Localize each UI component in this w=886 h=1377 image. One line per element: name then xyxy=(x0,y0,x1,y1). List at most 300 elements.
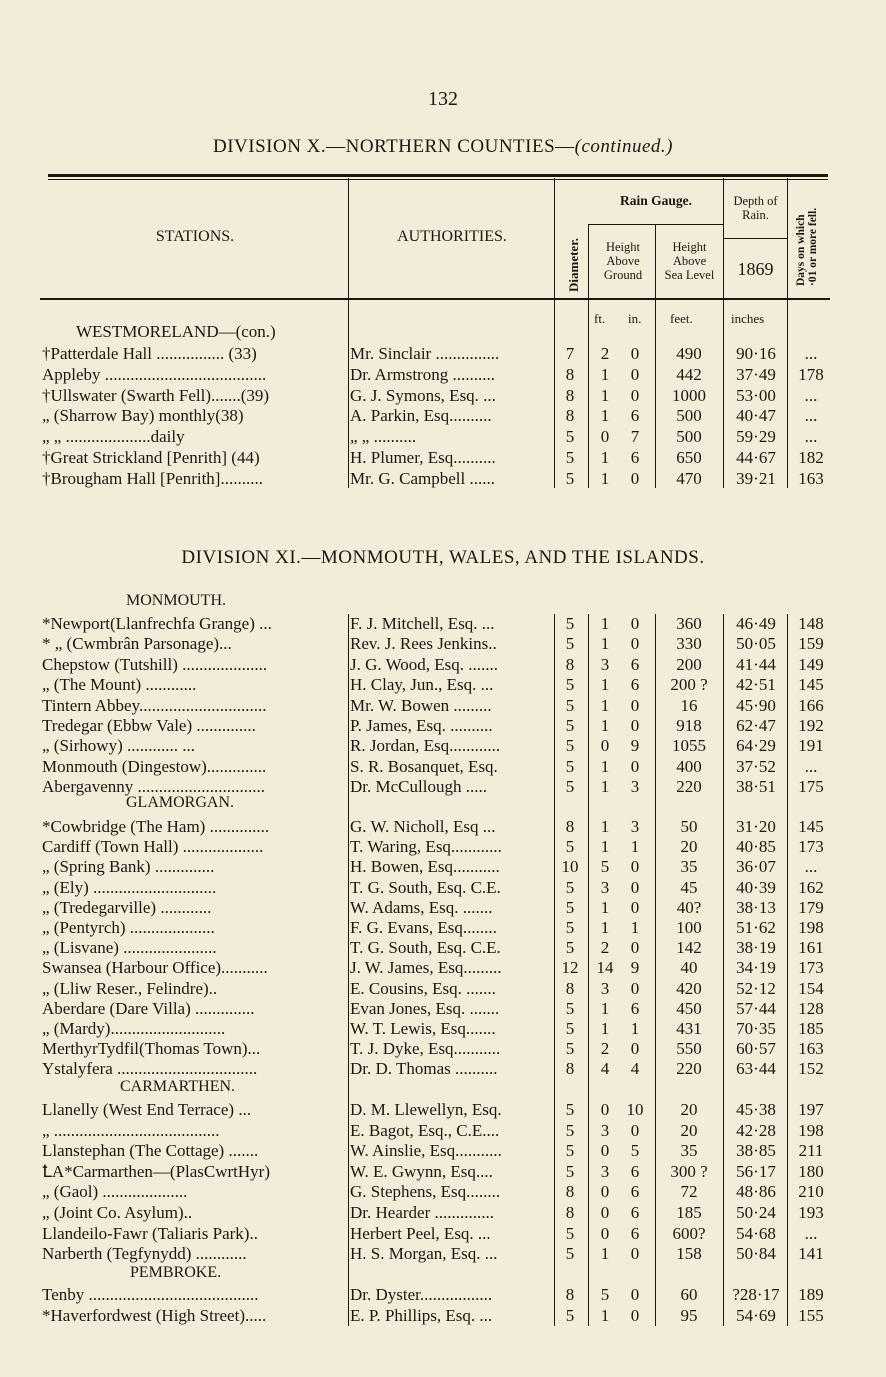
table-row xyxy=(0,1223,886,1244)
cell-authority: „ „ .......... xyxy=(350,427,417,447)
cell-height-ft: 1 xyxy=(600,695,610,715)
cell-height-ft: 1 xyxy=(600,468,610,488)
cell-height-in: 6 xyxy=(630,998,640,1018)
cell-authority: Evan Jones, Esq. ....... xyxy=(350,998,500,1018)
cell-station: Ystalyfera ................................. xyxy=(42,1059,258,1079)
cell-depth: 53·00 xyxy=(736,385,776,405)
cell-authority: Mr. Sinclair ............... xyxy=(350,344,500,363)
cell-height-in: 0 xyxy=(630,364,640,384)
cell-height-in: 6 xyxy=(630,1161,640,1181)
cell-height-ft: 0 xyxy=(600,427,610,447)
cell-height-in: 1 xyxy=(630,918,640,937)
cell-height-ft: 1 xyxy=(600,448,610,467)
cell-height-ft: 2 xyxy=(600,938,610,958)
cell-diameter: 5 xyxy=(565,938,575,958)
header-top-rule xyxy=(48,174,828,177)
cell-sea-level: 500 xyxy=(676,406,702,426)
county-glamorgan: GLAMORGAN. xyxy=(126,794,234,811)
cell-diameter: 5 xyxy=(565,716,575,735)
cell-sea-level: 420 xyxy=(676,978,702,998)
cell-authority: F. J. Mitchell, Esq. ... xyxy=(350,614,495,633)
cell-sea-level: 40? xyxy=(676,897,702,917)
table-row xyxy=(0,654,886,675)
cell-height-ft: 1 xyxy=(600,837,610,857)
days-line1: Days on which xyxy=(795,214,807,286)
cell-days: 149 xyxy=(798,654,824,674)
cell-height-in: 0 xyxy=(630,857,640,877)
cell-sea-level: 600? xyxy=(672,1223,706,1243)
cell-height-ft: 1 xyxy=(600,817,610,836)
cell-days: 173 xyxy=(798,837,824,857)
cell-days: 178 xyxy=(798,364,824,384)
cell-station: Llanelly (West End Terrace) ... xyxy=(42,1100,252,1119)
cell-height-ft: 1 xyxy=(600,897,610,917)
hag-line1: Height xyxy=(605,240,641,254)
depth-line1: Depth of xyxy=(733,194,778,208)
cell-height-ft: 3 xyxy=(600,1161,610,1181)
cell-station: „ (Mardy)........................... xyxy=(42,1019,226,1038)
cell-height-ft: 1 xyxy=(600,614,610,633)
cell-height-ft: 0 xyxy=(600,736,610,756)
cell-height-ft: 1 xyxy=(600,634,610,654)
cell-sea-level: 431 xyxy=(676,1019,702,1038)
cell-days: 179 xyxy=(798,897,824,917)
cell-station: „ (Pentyrch) .................... xyxy=(42,918,215,937)
cell-height-in: 0 xyxy=(630,756,640,776)
cell-diameter: 12 xyxy=(561,958,579,978)
cell-sea-level: 470 xyxy=(676,468,702,488)
cell-depth: 45·38 xyxy=(736,1100,776,1119)
cell-depth: 40·47 xyxy=(736,406,776,426)
cell-diameter: 5 xyxy=(565,1100,575,1119)
cell-station: „ (Tredegarville) ............ xyxy=(42,897,212,917)
cell-height-in: 0 xyxy=(630,614,640,633)
cell-authority: R. Jordan, Esq............ xyxy=(350,736,501,756)
cell-height-in: 0 xyxy=(630,1039,640,1059)
cell-height-ft: 0 xyxy=(600,1203,610,1222)
table-row xyxy=(0,715,886,736)
cell-sea-level: 360 xyxy=(676,614,702,633)
table-row xyxy=(0,405,886,426)
cell-depth: 54·69 xyxy=(736,1305,776,1325)
cell-authority: T. J. Dyke, Esq........... xyxy=(350,1039,501,1059)
cell-diameter: 5 xyxy=(565,675,575,695)
table-row xyxy=(0,695,886,716)
cell-diameter: 8 xyxy=(565,1182,575,1202)
cell-height-ft: 1 xyxy=(600,998,610,1018)
division-x-title-text: DIVISION X.—NORTHERN COUNTIES— xyxy=(213,136,575,157)
table-row xyxy=(0,998,886,1019)
cell-depth: 31·20 xyxy=(736,817,776,836)
cell-days: 128 xyxy=(798,998,824,1018)
cell-authority: A. Parkin, Esq.......... xyxy=(350,406,492,426)
cell-days: ... xyxy=(804,427,818,447)
cell-days: 198 xyxy=(798,1120,824,1140)
cell-diameter: 5 xyxy=(565,998,575,1018)
cell-authority: S. R. Bosanquet, Esq. xyxy=(350,756,498,776)
cell-days: 198 xyxy=(798,918,824,937)
cell-sea-level: 400 xyxy=(676,756,702,776)
cell-sea-level: 200 xyxy=(676,654,702,674)
cell-authority: Rev. J. Rees Jenkins.. xyxy=(350,634,497,654)
cell-height-in: 0 xyxy=(630,877,640,897)
cell-authority: Dr. Hearder .............. xyxy=(350,1203,494,1222)
cell-depth: 70·35 xyxy=(736,1019,776,1038)
table-row xyxy=(0,468,886,489)
cell-depth: 44·67 xyxy=(736,448,776,467)
table-row xyxy=(0,1018,886,1039)
cell-diameter: 5 xyxy=(565,877,575,897)
cell-diameter: 8 xyxy=(565,1203,575,1222)
cell-sea-level: 330 xyxy=(676,634,702,654)
cell-diameter: 5 xyxy=(565,1305,575,1325)
cell-diameter: 5 xyxy=(565,427,575,447)
cell-depth: 45·90 xyxy=(736,695,776,715)
cell-sea-level: 1055 xyxy=(672,736,706,756)
table-row xyxy=(0,1181,886,1202)
cell-height-ft: 0 xyxy=(600,1141,610,1161)
cell-authority: H. Plumer, Esq.......... xyxy=(350,448,496,467)
cell-height-in: 0 xyxy=(630,1244,640,1264)
cell-days: 193 xyxy=(798,1203,824,1222)
rain-gauge-underline xyxy=(589,224,723,225)
cell-height-in: 0 xyxy=(630,1120,640,1140)
cell-depth: 38·13 xyxy=(736,897,776,917)
cell-depth: 42·51 xyxy=(736,675,776,695)
cell-depth: 52·12 xyxy=(736,978,776,998)
cell-diameter: 5 xyxy=(565,614,575,633)
cell-height-in: 0 xyxy=(630,634,640,654)
cell-days: 175 xyxy=(798,777,824,797)
cell-height-ft: 1 xyxy=(600,1244,610,1264)
cell-height-in: 1 xyxy=(630,837,640,857)
cell-authority: W. E. Gwynn, Esq.... xyxy=(350,1161,493,1181)
cell-height-ft: 0 xyxy=(600,1182,610,1202)
cell-days: 173 xyxy=(798,958,824,978)
cell-station: Llandeilo-Fawr (Taliaris Park).. xyxy=(42,1223,258,1243)
cell-depth: 60·57 xyxy=(736,1039,776,1059)
cell-height-in: 3 xyxy=(630,777,640,797)
cell-station: „ (Ely) ............................. xyxy=(42,877,217,897)
unit-in: in. xyxy=(628,311,642,326)
cell-sea-level: 220 xyxy=(676,777,702,797)
cell-diameter: 8 xyxy=(565,385,575,405)
cell-authority: Dr. McCullough ..... xyxy=(350,777,487,797)
cell-height-ft: 5 xyxy=(600,1285,610,1304)
division-x-title xyxy=(0,136,886,158)
cell-authority: Mr. W. Bowen ......... xyxy=(350,695,492,715)
cell-authority: H. S. Morgan, Esq. ... xyxy=(350,1244,498,1264)
cell-sea-level: 142 xyxy=(676,938,702,958)
cell-depth: 50·05 xyxy=(736,634,776,654)
cell-station: * „ (Cwmbrân Parsonage)... xyxy=(42,634,232,654)
cell-height-ft: 2 xyxy=(600,1039,610,1059)
cell-days: 148 xyxy=(798,614,824,633)
cell-height-ft: 3 xyxy=(600,877,610,897)
cell-height-ft: 1 xyxy=(600,1019,610,1038)
cell-authority: W. Adams, Esq. ....... xyxy=(350,897,493,917)
cell-height-ft: 1 xyxy=(600,675,610,695)
cell-sea-level: 650 xyxy=(676,448,702,467)
cell-station: †Patterdale Hall ................ (33) xyxy=(42,344,257,363)
cell-authority: G. J. Symons, Esq. ... xyxy=(350,385,496,405)
cell-height-ft: 14 xyxy=(596,958,614,978)
cell-depth: 64·29 xyxy=(736,736,776,756)
header-top-rule-thin xyxy=(48,179,828,180)
cell-authority: G. Stephens, Esq........ xyxy=(350,1182,501,1202)
cell-height-ft: 1 xyxy=(600,777,610,797)
cell-authority: E. P. Phillips, Esq. ... xyxy=(350,1305,493,1325)
cell-height-in: 1 xyxy=(630,1019,640,1038)
cell-sea-level: 95 xyxy=(680,1305,698,1325)
cell-authority: T. G. South, Esq. C.E. xyxy=(350,938,501,958)
cell-height-ft: 1 xyxy=(600,406,610,426)
page-number: 132 xyxy=(428,88,458,110)
unit-inches: inches xyxy=(731,311,765,326)
unit-ft: ft. xyxy=(594,311,606,326)
cell-station: Abergavenny .............................. xyxy=(42,777,266,797)
table-row xyxy=(0,633,886,654)
height-above-ground-header xyxy=(591,240,655,282)
cell-station: „ (Sharrow Bay) monthly(38) xyxy=(42,406,244,426)
cell-authority: F. G. Evans, Esq........ xyxy=(350,918,497,937)
cell-depth: 40·39 xyxy=(736,877,776,897)
cell-height-ft: 1 xyxy=(600,385,610,405)
cell-authority: W. Ainslie, Esq........... xyxy=(350,1141,502,1161)
cell-days: 210 xyxy=(798,1182,824,1202)
cell-depth: 54·68 xyxy=(736,1223,776,1243)
table-row xyxy=(0,816,886,837)
cell-height-ft: 2 xyxy=(600,344,610,363)
cell-sea-level: 20 xyxy=(680,1120,698,1140)
cell-days: 163 xyxy=(798,1039,824,1059)
cell-sea-level: 35 xyxy=(680,1141,698,1161)
cell-diameter: 5 xyxy=(565,1161,575,1181)
cell-days: ... xyxy=(804,1223,818,1243)
cell-authority: Dr. Dyster................. xyxy=(350,1285,493,1304)
depth-line2: Rain. xyxy=(742,208,769,222)
table-row xyxy=(0,836,886,857)
cell-days: 145 xyxy=(798,817,824,836)
cell-height-in: 6 xyxy=(630,1182,640,1202)
cell-days: 155 xyxy=(798,1305,824,1325)
cell-height-in: 9 xyxy=(630,736,640,756)
county-monmouth: MONMOUTH. xyxy=(126,592,226,609)
cell-authority: Herbert Peel, Esq. ... xyxy=(350,1223,491,1243)
cell-sea-level: 450 xyxy=(676,998,702,1018)
cell-height-in: 0 xyxy=(630,1305,640,1325)
cell-authority: G. W. Nicholl, Esq ... xyxy=(350,817,496,836)
cell-diameter: 5 xyxy=(565,468,575,488)
table-row xyxy=(0,735,886,756)
stations-header: STATIONS. xyxy=(155,228,235,245)
table-row xyxy=(0,1120,886,1141)
cell-days: ... xyxy=(804,344,818,363)
cell-sea-level: 35 xyxy=(680,857,698,877)
cell-authority: J. W. James, Esq......... xyxy=(350,958,502,978)
cell-depth: 48·86 xyxy=(736,1182,776,1202)
cell-diameter: 5 xyxy=(565,777,575,797)
cell-height-in: 0 xyxy=(630,468,640,488)
cell-station: „ „ ....................daily xyxy=(42,427,185,447)
cell-diameter: 5 xyxy=(565,1141,575,1161)
cell-height-in: 6 xyxy=(630,675,640,695)
cell-station: „ (Lliw Reser., Felindre).. xyxy=(42,978,218,998)
cell-height-ft: 0 xyxy=(600,1100,610,1119)
cell-station: Tintern Abbey.............................. xyxy=(42,695,267,715)
cell-sea-level: 442 xyxy=(676,364,702,384)
cell-station: Chepstow (Tutshill) .................... xyxy=(42,654,268,674)
cell-station: „ (Spring Bank) .............. xyxy=(42,857,215,877)
cell-sea-level: 100 xyxy=(676,918,702,937)
table-row xyxy=(0,897,886,918)
cell-station: *Cowbridge (The Ham) .............. xyxy=(42,817,270,836)
cell-diameter: 7 xyxy=(565,344,575,363)
cell-height-ft: 3 xyxy=(600,978,610,998)
cell-height-ft: 1 xyxy=(600,918,610,937)
has-line2: Above xyxy=(672,254,707,268)
cell-days: 189 xyxy=(798,1285,824,1304)
cell-station: Narberth (Tegfynydd) ............ xyxy=(42,1244,247,1264)
table-row xyxy=(0,856,886,877)
cell-height-ft: 1 xyxy=(600,716,610,735)
cell-diameter: 5 xyxy=(565,1244,575,1264)
table-row xyxy=(0,385,886,406)
cell-authority: Dr. Armstrong .......... xyxy=(350,364,495,384)
cell-depth: 37·52 xyxy=(736,756,776,776)
cell-station: *Newport(Llanfrechfa Grange) ... xyxy=(42,614,272,633)
cell-sea-level: 490 xyxy=(676,344,702,363)
cell-authority: Mr. G. Campbell ...... xyxy=(350,468,495,488)
cell-station: †Great Strickland [Penrith] (44) xyxy=(42,448,260,467)
cell-depth: 36·07 xyxy=(736,857,776,877)
cell-days: ... xyxy=(804,756,818,776)
cell-station: ꝈA*Carmarthen—(PlasCwrtHyr) xyxy=(42,1161,271,1181)
cell-height-in: 7 xyxy=(630,427,640,447)
table-row xyxy=(0,957,886,978)
cell-height-in: 0 xyxy=(630,1285,640,1304)
cell-diameter: 5 xyxy=(565,1120,575,1140)
cell-height-in: 6 xyxy=(630,1203,640,1222)
cell-sea-level: 550 xyxy=(676,1039,702,1059)
cell-authority: E. Bagot, Esq., C.E.... xyxy=(350,1120,500,1140)
cell-diameter: 5 xyxy=(565,897,575,917)
cell-station: †Brougham Hall [Penrith].......... xyxy=(42,468,263,488)
cell-days: 163 xyxy=(798,468,824,488)
cell-sea-level: 185 xyxy=(676,1203,702,1222)
table-row xyxy=(0,937,886,958)
county-carmarthen: CARMARTHEN. xyxy=(120,1078,236,1095)
cell-station: Appleby ...................................... xyxy=(42,364,267,384)
cell-depth: 56·17 xyxy=(736,1161,776,1181)
cell-depth: 46·49 xyxy=(736,614,776,633)
cell-station: „ (Gaol) .................... xyxy=(42,1182,188,1202)
cell-height-in: 0 xyxy=(630,938,640,958)
cell-sea-level: 158 xyxy=(676,1244,702,1264)
cell-station: Swansea (Harbour Office)........... xyxy=(42,958,268,978)
cell-authority: J. G. Wood, Esq. ....... xyxy=(350,654,499,674)
cell-depth: 50·84 xyxy=(736,1244,776,1264)
cell-sea-level: 200 ? xyxy=(670,675,708,695)
cell-authority: H. Bowen, Esq........... xyxy=(350,857,500,877)
cell-days: 197 xyxy=(798,1100,824,1119)
cell-authority: H. Clay, Jun., Esq. ... xyxy=(350,675,494,695)
cell-depth: 34·19 xyxy=(736,958,776,978)
cell-days: 162 xyxy=(798,877,824,897)
cell-height-ft: 1 xyxy=(600,364,610,384)
cell-sea-level: 72 xyxy=(680,1182,698,1202)
cell-diameter: 10 xyxy=(561,857,579,877)
days-header xyxy=(795,208,819,286)
cell-sea-level: 500 xyxy=(676,427,702,447)
county-westmoreland: WESTMORELAND—(con.) xyxy=(76,322,276,341)
cell-height-in: 5 xyxy=(630,1141,640,1161)
cell-height-in: 6 xyxy=(630,448,640,467)
table-row xyxy=(0,1058,886,1079)
cell-station: „ ....................................... xyxy=(42,1120,220,1140)
table-row xyxy=(0,1243,886,1264)
cell-days: 159 xyxy=(798,634,824,654)
cell-days: ... xyxy=(804,857,818,877)
cell-days: 166 xyxy=(798,695,824,715)
has-line3: Sea Level xyxy=(664,268,715,282)
cell-height-in: 6 xyxy=(630,1223,640,1243)
cell-authority: W. T. Lewis, Esq....... xyxy=(350,1019,496,1038)
unit-feet: feet. xyxy=(670,311,693,326)
cell-height-in: 6 xyxy=(630,654,640,674)
table-row xyxy=(0,917,886,938)
has-line1: Height xyxy=(672,240,707,254)
cell-depth: 38·51 xyxy=(736,777,776,797)
cell-depth: 37·49 xyxy=(736,364,776,384)
cell-height-ft: 4 xyxy=(600,1059,610,1079)
county-pembroke: PEMBROKE. xyxy=(130,1264,222,1281)
cell-height-ft: 1 xyxy=(600,756,610,776)
cell-diameter: 5 xyxy=(565,756,575,776)
cell-height-ft: 0 xyxy=(600,1223,610,1243)
cell-sea-level: 45 xyxy=(680,877,698,897)
hag-line3: Ground xyxy=(603,268,643,282)
cell-days: 211 xyxy=(798,1141,824,1161)
cell-authority: Dr. D. Thomas .......... xyxy=(350,1059,498,1079)
cell-sea-level: 20 xyxy=(680,837,698,857)
cell-days: 161 xyxy=(798,938,824,958)
cell-days: 180 xyxy=(798,1161,824,1181)
cell-diameter: 5 xyxy=(565,837,575,857)
cell-depth: 51·62 xyxy=(736,918,776,937)
table-row xyxy=(0,1284,886,1305)
cell-diameter: 5 xyxy=(565,695,575,715)
height-above-sea-header xyxy=(656,240,723,282)
cell-depth: 90·16 xyxy=(736,344,776,363)
authorities-header: AUTHORITIES. xyxy=(397,228,507,245)
division-x-title-continued: (continued.) xyxy=(574,136,673,157)
cell-days: ... xyxy=(804,406,818,426)
cell-authority: T. Waring, Esq............ xyxy=(350,837,502,857)
cell-height-in: 4 xyxy=(630,1059,640,1079)
cell-station: „ (The Mount) ............ xyxy=(42,675,197,695)
cell-depth: 63·44 xyxy=(736,1059,776,1079)
cell-sea-level: 1000 xyxy=(672,385,706,405)
cell-sea-level: 40 xyxy=(680,958,698,978)
cell-depth: 62·47 xyxy=(736,716,776,735)
cell-depth: 40·85 xyxy=(736,837,776,857)
cell-height-in: 0 xyxy=(630,978,640,998)
cell-height-ft: 1 xyxy=(600,1305,610,1325)
cell-depth: 42·28 xyxy=(736,1120,776,1140)
cell-days: ... xyxy=(804,385,818,405)
cell-days: 152 xyxy=(798,1059,824,1079)
